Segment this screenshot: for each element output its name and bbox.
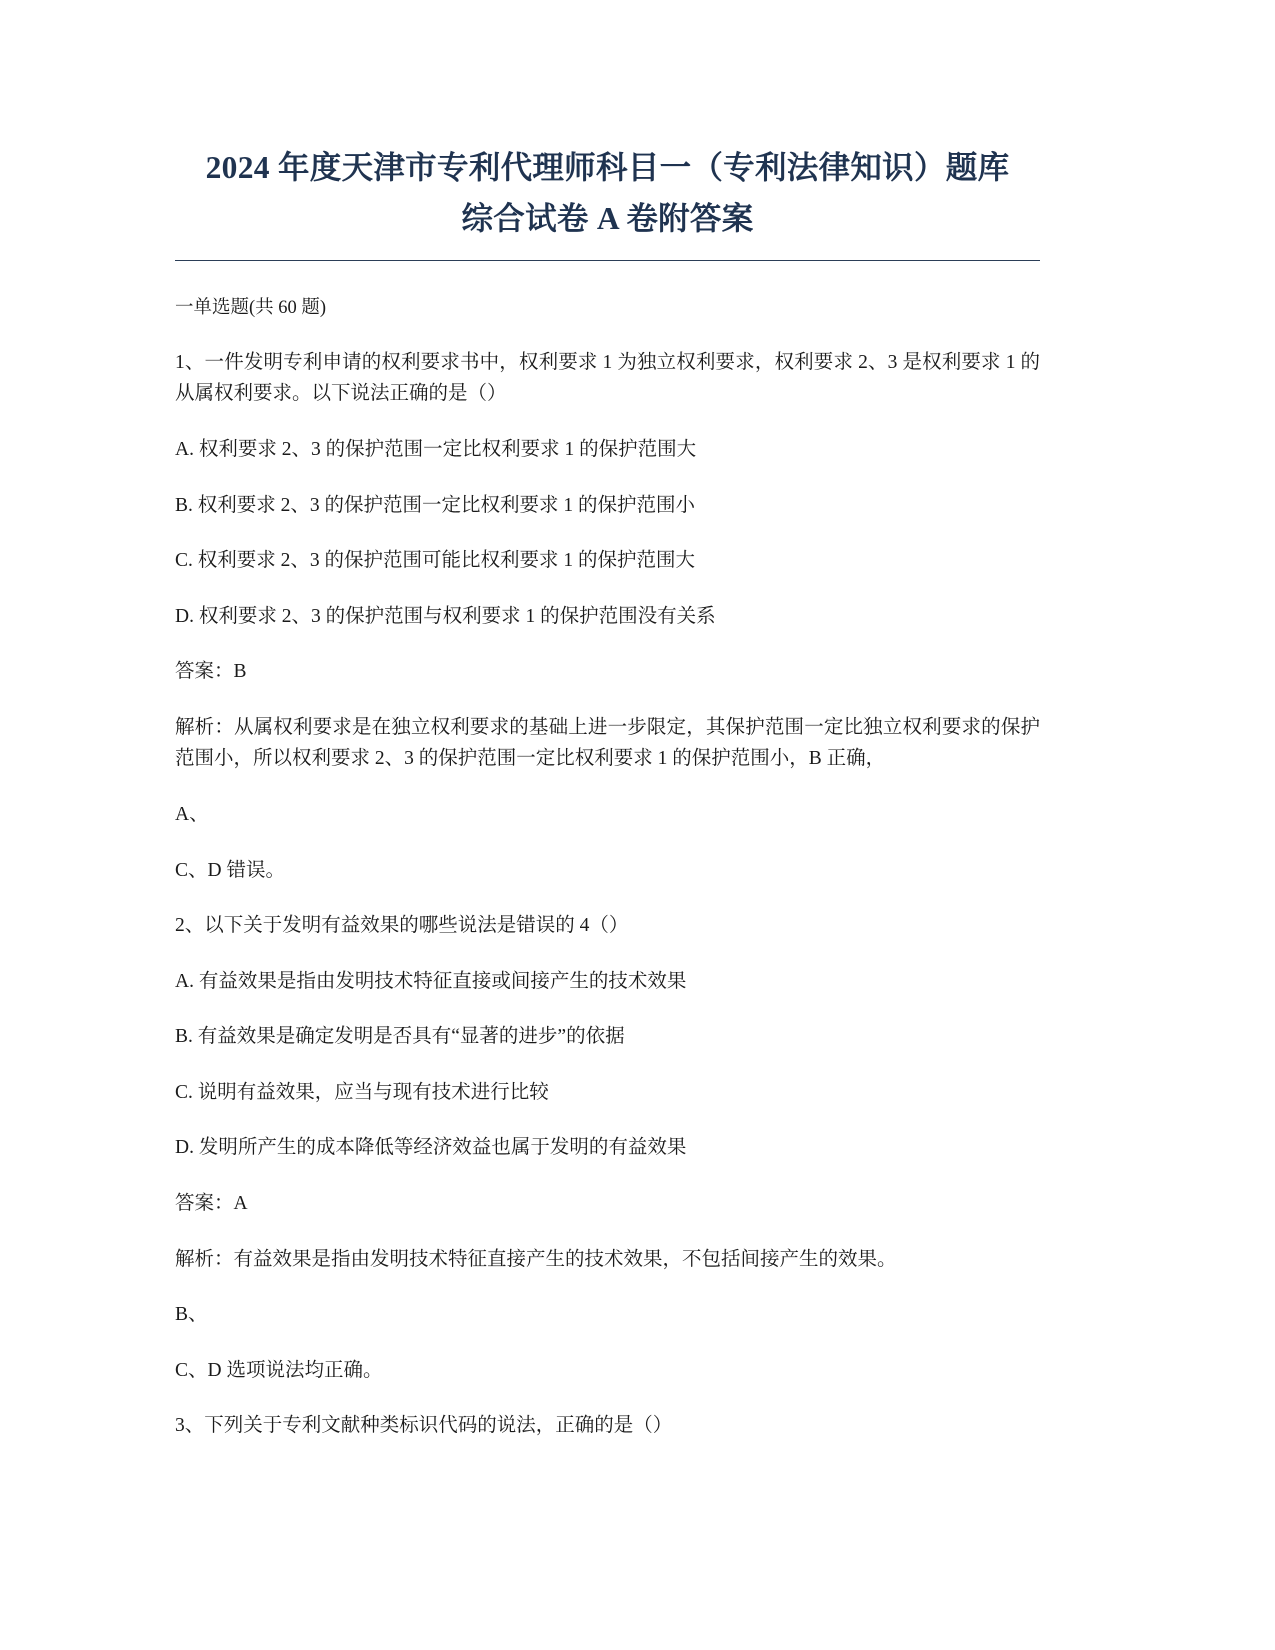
page-title (175, 0, 1040, 244)
option-b: B. 权利要求 2、3 的保护范围一定比权利要求 1 的保护范围小 (175, 494, 696, 516)
explanation-line: 解析：从属权利要求是在独立权利要求的基础上进一步限定，其保护范围一定比独立权利要求的保护范围小，所以权利要求 2、3 的保护范围一定比权利要求 1 的保护范围小，B 正确， (175, 716, 1040, 770)
option-d: D. 发明所产生的成本降低等经济效益也属于发明的有益效果 (175, 1137, 687, 1159)
option-a: A. 有益效果是指由发明技术特征直接或间接产生的技术效果 (175, 970, 687, 992)
option-a: A. 权利要求 2、3 的保护范围一定比权利要求 1 的保护范围大 (175, 438, 697, 460)
option-c: C. 权利要求 2、3 的保护范围可能比权利要求 1 的保护范围大 (175, 550, 696, 572)
explanation-fragment-b: B、 (175, 1304, 208, 1326)
option-b: B. 有益效果是确定发明是否具有“显著的进步”的依据 (175, 1026, 625, 1048)
question-stem: 1、一件发明专利申请的权利要求书中，权利要求 1 为独立权利要求，权利要求 2、3 是权利要求 1 的从属权利要求。以下说法正确的是（） (175, 351, 1040, 405)
explanation-fragment-cd: C、D 选项说法均正确。 (175, 1359, 383, 1381)
title-divider (175, 260, 1040, 261)
explanation-fragment-cd: C、D 错误。 (175, 859, 285, 881)
question-stem: 2、以下关于发明有益效果的哪些说法是错误的 4（） (175, 915, 629, 937)
question-body (175, 347, 1040, 1442)
option-d: D. 权利要求 2、3 的保护范围与权利要求 1 的保护范围没有关系 (175, 605, 716, 627)
page-content (175, 0, 1040, 1442)
page-title-line-1: 2024 年度天津市专利代理师科目一（专利法律知识）题库 (205, 150, 1010, 185)
question-stem: 3、下列关于专利文献种类标识代码的说法，正确的是（） (175, 1415, 673, 1437)
explanation-fragment-a: A、 (175, 803, 209, 825)
page-title-line-2: 综合试卷 A 卷附答案 (461, 201, 754, 237)
answer-line: 答案：A (175, 1193, 248, 1215)
section-heading: 一单选题(共 60 题) (175, 298, 327, 319)
option-c: C. 说明有益效果，应当与现有技术进行比较 (175, 1081, 549, 1103)
page-bottom-cut (0, 1644, 1275, 1650)
explanation-line: 解析：有益效果是指由发明技术特征直接产生的技术效果，不包括间接产生的效果。 (175, 1248, 897, 1270)
answer-line: 答案：B (175, 661, 247, 683)
